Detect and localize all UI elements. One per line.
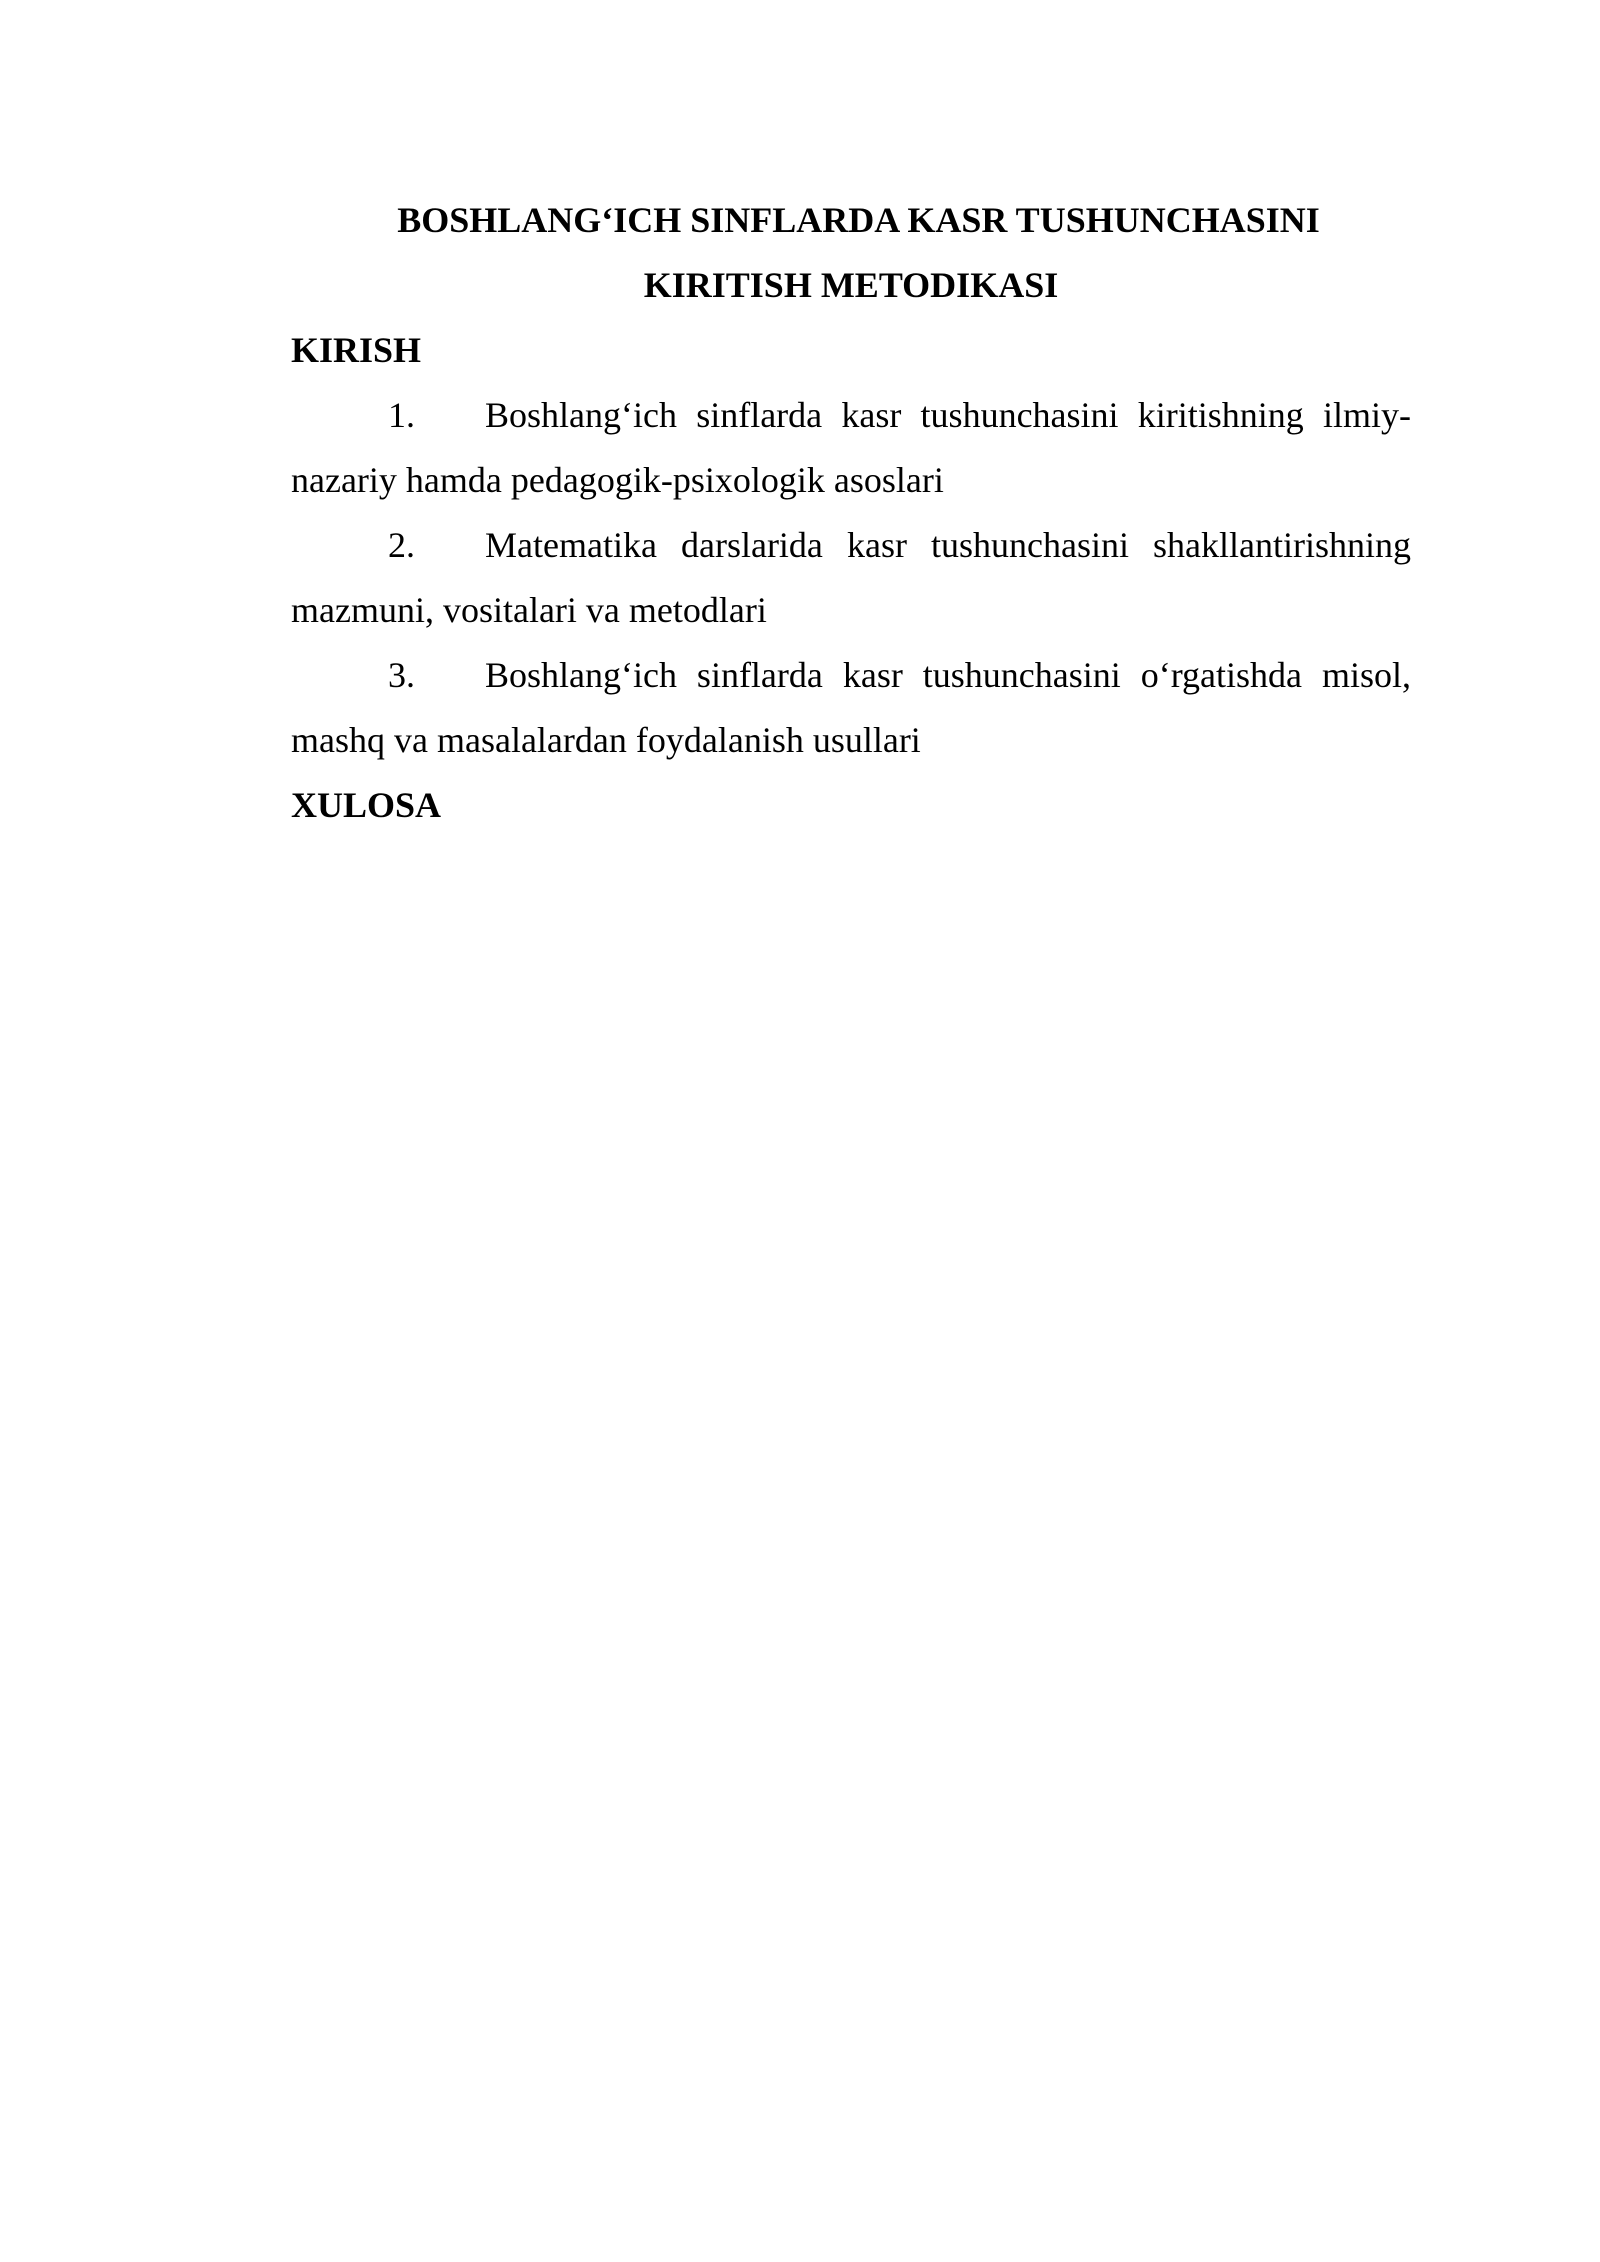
toc-item-number: 3. bbox=[388, 655, 415, 695]
intro-heading: KIRISH bbox=[291, 330, 422, 370]
toc-item-1 bbox=[291, 383, 1411, 513]
conclusion-heading: XULOSA bbox=[291, 785, 442, 825]
document-title-line-2: KIRITISH METODIKASI bbox=[643, 265, 1059, 305]
toc-item-3 bbox=[291, 643, 1411, 773]
toc-item-text: Matematika darslarida kasr tushunchasini shakllantirishning mazmuni, vositalari va metodlari bbox=[291, 525, 1411, 630]
toc-item-2 bbox=[291, 513, 1411, 643]
document-title-line-1: BOSHLANG‘ICH SINFLARDA KASR TUSHUNCHASINI bbox=[397, 200, 1320, 240]
toc-item-text: Boshlang‘ich sinflarda kasr tushunchasini o‘rgatishda misol, mashq va masalalardan foydalanish usullari bbox=[291, 655, 1411, 760]
toc-item-number: 1. bbox=[388, 395, 415, 435]
toc-item-text: Boshlang‘ich sinflarda kasr tushunchasini kiritishning ilmiy-nazariy hamda pedagogik-psixologik asoslari bbox=[291, 395, 1411, 500]
document-content bbox=[291, 188, 1411, 838]
toc-item-number: 2. bbox=[388, 525, 415, 565]
